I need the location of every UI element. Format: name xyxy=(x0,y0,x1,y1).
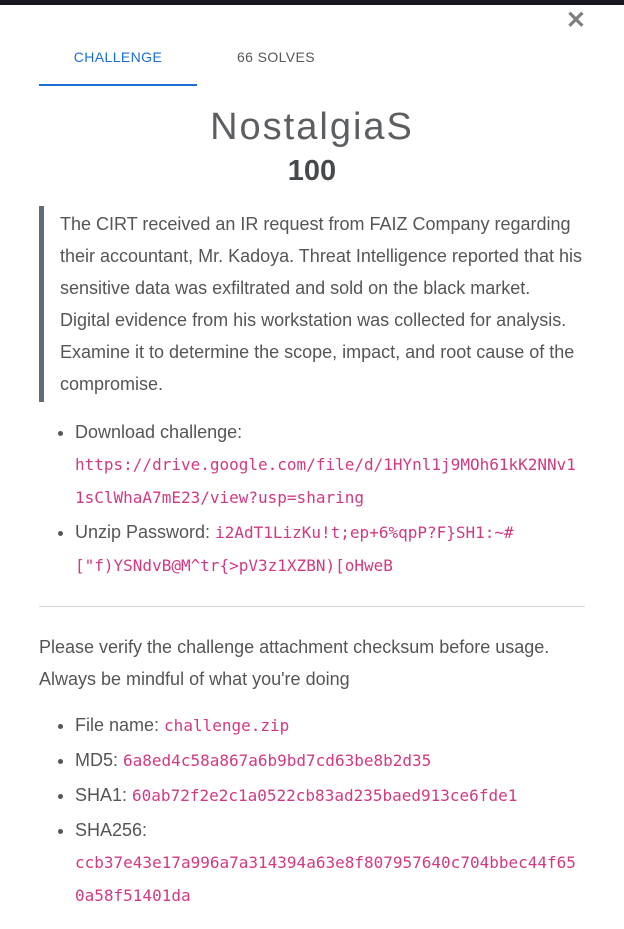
challenge-title: NostalgiaS xyxy=(210,106,414,148)
tab-solves[interactable]: 66 SOLVES xyxy=(236,49,316,65)
checksum-note: Please verify the challenge attachment checksum before usage. Always be mindful of what you're doing xyxy=(39,637,550,689)
tab-bar xyxy=(39,39,585,86)
file-name-list-item xyxy=(75,709,585,742)
sha1-label: SHA1: xyxy=(75,785,133,805)
download-list-item xyxy=(75,416,585,514)
tab-challenge[interactable]: CHALLENGE xyxy=(39,39,197,86)
sha256-value: ccb37e43e17a996a7a314394a63e8f807957640c704bbec44f650a58f51401da xyxy=(75,853,576,905)
download-url: https://drive.google.com/file/d/1HYnl1j9MOh61kK2NNv11sClWhaA7mE23/view?usp=sharing xyxy=(75,455,576,507)
sha256-list-item xyxy=(75,814,585,912)
md5-list-item xyxy=(75,744,585,777)
checksum-list xyxy=(39,709,585,912)
challenge-points: 100 xyxy=(287,155,337,187)
sha1-list-item xyxy=(75,779,585,812)
challenge-modal xyxy=(0,5,624,929)
download-label: Download challenge: xyxy=(75,422,243,442)
file-name-label: File name: xyxy=(75,715,165,735)
sha256-label: SHA256: xyxy=(75,820,148,840)
sha1-value: 60ab72f2e2c1a0522cb83ad235baed913ce6fde1 xyxy=(132,786,518,805)
challenge-body xyxy=(0,206,624,912)
unzip-password-list-item xyxy=(75,516,585,582)
md5-value: 6a8ed4c58a867a6b9bd7cd63be8b2d35 xyxy=(123,751,432,770)
challenge-links-list xyxy=(39,416,585,582)
divider xyxy=(39,606,585,607)
modal-header xyxy=(0,5,624,86)
challenge-description: The CIRT received an IR request from FAIZ Company regarding their accountant, Mr. Kadoya. Threat Intelligence reported that his sensitive data was exfiltrated and sold on the black market. Digital evidence from his workstation was collected for analysis. Examine it to determine the scope, impact, and root cause of the compromise. xyxy=(39,206,585,402)
md5-label: MD5: xyxy=(75,750,124,770)
unzip-password-label: Unzip Password: xyxy=(75,522,216,542)
close-icon[interactable]: ✕ xyxy=(565,7,586,34)
unzip-password-value: i2AdT1LizKu!t;ep+6%qpP?F}SH1:~#["f)YSNdvB@M^tr{>pV3z1XZBN)[oHweB xyxy=(75,523,514,575)
file-name-value: challenge.zip xyxy=(164,716,290,735)
